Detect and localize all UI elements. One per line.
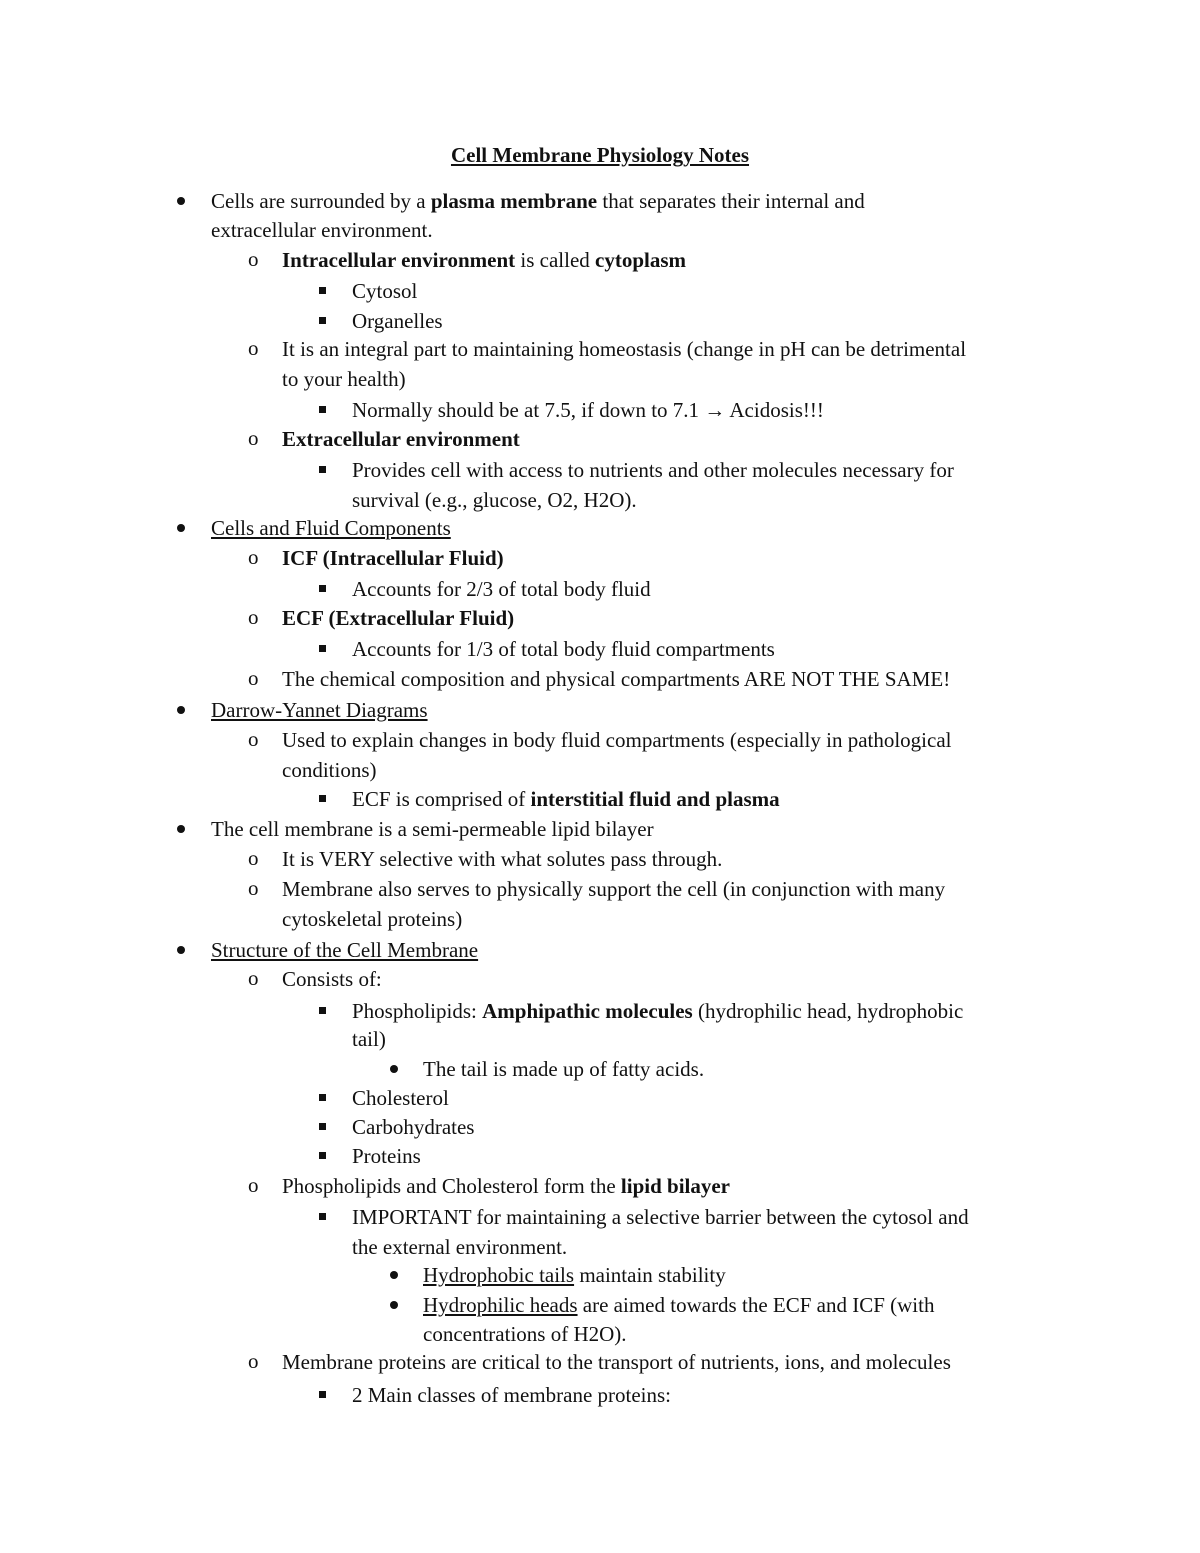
text-run: survival (e.g., glucose, O2, H2O). — [352, 488, 637, 512]
text-run: conditions) — [282, 758, 377, 782]
underlined-text: Hydrophilic heads — [423, 1293, 578, 1317]
text-run: Cells are surrounded by a — [211, 189, 431, 213]
disc-bullet-icon — [177, 197, 185, 205]
note-line — [352, 308, 443, 334]
text-run: Membrane proteins are critical to the transport of nutrients, ions, and molecules — [282, 1350, 951, 1374]
circle-bullet-icon: o — [248, 336, 259, 360]
note-line — [352, 1234, 567, 1260]
text-run: ECF is comprised of — [352, 787, 531, 811]
note-line — [211, 188, 865, 214]
text-run: Carbohydrates — [352, 1115, 475, 1139]
disc-bullet-icon — [390, 1271, 398, 1279]
underlined-text: Structure of the Cell Membrane — [211, 938, 479, 962]
note-line — [352, 1026, 386, 1052]
text-run: It is an integral part to maintaining homeostasis (change in pH can be detrimental — [282, 337, 967, 361]
disc-bullet-icon — [390, 1065, 398, 1073]
underlined-text: Darrow-Yannet Diagrams — [211, 698, 428, 722]
note-line — [352, 1204, 969, 1230]
square-bullet-icon — [319, 645, 326, 652]
note-line — [352, 1382, 671, 1408]
text-run: (hydrophilic head, hydrophobic — [692, 999, 964, 1023]
square-bullet-icon — [319, 1123, 326, 1130]
text-run: It is VERY selective with what solutes pass through. — [282, 847, 723, 871]
square-bullet-icon — [319, 406, 326, 413]
text-run: Membrane also serves to physically support the cell (in conjunction with many — [282, 877, 946, 901]
note-line — [352, 1143, 421, 1169]
disc-bullet-icon — [177, 825, 185, 833]
circle-bullet-icon: o — [248, 727, 259, 751]
text-run: to your health) — [282, 367, 406, 391]
circle-bullet-icon: o — [248, 1173, 259, 1197]
circle-bullet-icon: o — [248, 605, 259, 629]
note-line — [282, 247, 686, 273]
note-line — [282, 966, 382, 992]
circle-bullet-icon: o — [248, 846, 259, 870]
page-title: Cell Membrane Physiology Notes — [450, 143, 750, 167]
text-run: Proteins — [352, 1144, 421, 1168]
square-bullet-icon — [319, 317, 326, 324]
note-line — [282, 906, 462, 932]
square-bullet-icon — [319, 466, 326, 473]
text-run: the external environment. — [352, 1235, 568, 1259]
note-line — [211, 816, 654, 842]
note-line — [352, 278, 417, 304]
text-run: are aimed towards the ECF and ICF (with — [577, 1293, 935, 1317]
text-run: Phospholipids and Cholesterol form the — [282, 1174, 621, 1198]
note-line — [282, 876, 945, 902]
circle-bullet-icon: o — [248, 966, 259, 990]
circle-bullet-icon: o — [248, 247, 259, 271]
note-line — [211, 697, 428, 723]
text-run: Organelles — [352, 309, 443, 333]
circle-bullet-icon: o — [248, 666, 259, 690]
note-line — [282, 1349, 951, 1375]
note-line — [352, 457, 954, 483]
square-bullet-icon — [319, 287, 326, 294]
circle-bullet-icon: o — [248, 876, 259, 900]
note-line — [282, 757, 377, 783]
note-line — [282, 545, 504, 571]
text-run: Accounts for 2/3 of total body fluid — [352, 577, 651, 601]
bold-text: plasma membrane — [430, 189, 598, 213]
note-line — [282, 605, 514, 631]
note-line — [423, 1262, 726, 1288]
note-line — [282, 666, 950, 692]
square-bullet-icon — [319, 1152, 326, 1159]
text-run: tail) — [352, 1027, 386, 1051]
note-line — [211, 937, 478, 963]
note-line — [352, 487, 637, 513]
square-bullet-icon — [319, 585, 326, 592]
note-line — [352, 576, 651, 602]
note-line — [352, 636, 775, 662]
note-line — [352, 998, 963, 1024]
bold-text: → — [704, 398, 726, 422]
text-run: is called — [515, 248, 596, 272]
bold-text: ECF (Extracellular Fluid) — [282, 606, 515, 630]
text-run: concentrations of H2O). — [423, 1322, 627, 1346]
text-run: extracellular environment. — [211, 218, 433, 242]
disc-bullet-icon — [177, 946, 185, 954]
disc-bullet-icon — [177, 706, 185, 714]
text-run: IMPORTANT for maintaining a selective barrier between the cytosol and — [352, 1205, 969, 1229]
square-bullet-icon — [319, 1007, 326, 1014]
text-run: Accounts for 1/3 of total body fluid compartments — [352, 637, 775, 661]
disc-bullet-icon — [177, 524, 185, 532]
note-line — [282, 426, 520, 452]
square-bullet-icon — [319, 1213, 326, 1220]
text-run: Phospholipids: — [352, 999, 483, 1023]
disc-bullet-icon — [390, 1301, 398, 1309]
note-line — [352, 1114, 474, 1140]
text-run: Cytosol — [352, 279, 418, 303]
text-run: 2 Main classes of membrane proteins: — [352, 1383, 671, 1407]
note-line — [423, 1056, 704, 1082]
bold-text: Extracellular environment — [282, 427, 520, 451]
text-run: The cell membrane is a semi-permeable lipid bilayer — [211, 817, 654, 841]
text-run: Consists of: — [282, 967, 382, 991]
bold-text: interstitial fluid and plasma — [530, 787, 780, 811]
text-run: The chemical composition and physical compartments ARE NOT THE SAME! — [282, 667, 951, 691]
bold-text: lipid bilayer — [620, 1174, 731, 1198]
underlined-text: Hydrophobic tails — [423, 1263, 575, 1287]
note-line — [423, 1292, 934, 1318]
bold-text: cytoplasm — [595, 248, 687, 272]
square-bullet-icon — [319, 795, 326, 802]
square-bullet-icon — [319, 1391, 326, 1398]
note-line — [352, 397, 824, 423]
note-line — [211, 515, 451, 541]
square-bullet-icon — [319, 1094, 326, 1101]
note-line — [282, 366, 406, 392]
text-run: Used to explain changes in body fluid compartments (especially in pathological — [282, 728, 952, 752]
text-run: cytoskeletal proteins) — [282, 907, 463, 931]
note-line — [211, 217, 433, 243]
note-line — [352, 786, 780, 812]
circle-bullet-icon: o — [248, 1349, 259, 1373]
note-line — [423, 1321, 627, 1347]
bold-text: ICF (Intracellular Fluid) — [282, 546, 504, 570]
underlined-text: Cells and Fluid Components — [211, 516, 451, 540]
text-run: Acidosis!!! — [725, 398, 824, 422]
text-run: Normally should be at 7.5, if down to 7.1 — [352, 398, 705, 422]
note-line — [352, 1085, 449, 1111]
circle-bullet-icon: o — [248, 545, 259, 569]
text-run: maintain stability — [574, 1263, 726, 1287]
circle-bullet-icon: o — [248, 426, 259, 450]
text-run: Provides cell with access to nutrients and other molecules necessary for — [352, 458, 954, 482]
note-line — [282, 727, 952, 753]
note-line — [282, 846, 722, 872]
text-run: The tail is made up of fatty acids. — [423, 1057, 705, 1081]
text-run: Cholesterol — [352, 1086, 449, 1110]
bold-text: Amphipathic molecules — [482, 999, 693, 1023]
text-run: that separates their internal and — [597, 189, 865, 213]
note-line — [282, 1173, 730, 1199]
bold-text: Intracellular environment — [282, 248, 516, 272]
note-line — [282, 336, 966, 362]
